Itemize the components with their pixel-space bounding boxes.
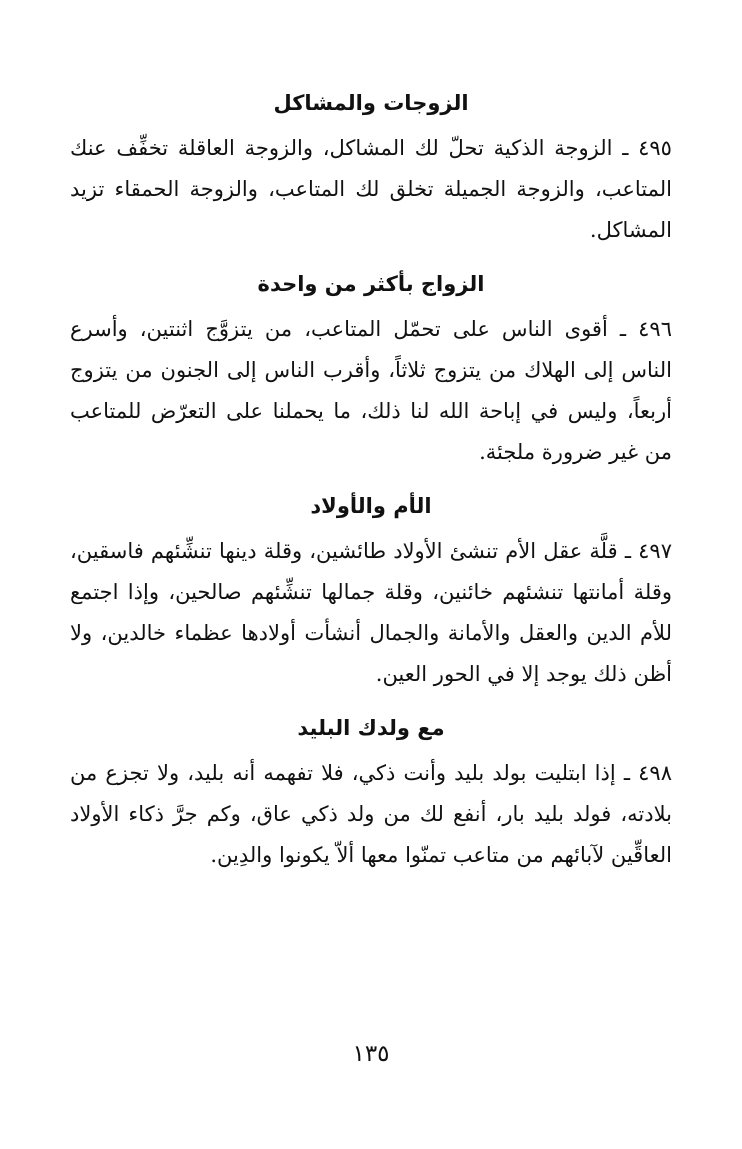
section-paragraph: [70, 753, 672, 876]
section-heading: الأم والأولاد: [310, 494, 432, 518]
section-496: [70, 259, 672, 473]
item-number: ٤٩٨: [638, 761, 672, 785]
section-497: [70, 481, 672, 695]
section-heading: الزواج بأكثر من واحدة: [257, 272, 485, 296]
dash-separator: ـ: [623, 761, 630, 785]
section-paragraph: [70, 531, 672, 695]
item-number: ٤٩٥: [638, 136, 672, 160]
item-number: ٤٩٧: [638, 539, 672, 563]
dash-separator: ـ: [622, 136, 629, 160]
section-495: [70, 78, 672, 251]
section-498: [70, 703, 672, 876]
section-paragraph: [70, 128, 672, 251]
dash-separator: ـ: [624, 539, 631, 563]
item-text: أقوى الناس على تحمّل المتاعب، من يتزوَّج اثنتين، وأسرع الناس إلى الهلاك من يتزوج ثلاثاً، وأقرب الناس إلى الجنون من يتزوج أربعاً، وليس في إباحة الله لنا ذلك، ما يحملنا على التعرّض للمتاعب من غير ضرورة ملجئة.: [70, 317, 672, 464]
item-text: إذا ابتليت بولد بليد وأنت ذكي، فلا تفهمه أنه بليد، ولا تجزع من بلادته، فولد بليد بار، أنفع لك من ولد ذكي عاق، وكم جرَّ ذكاء الأولاد العاقِّين لآبائهم من متاعب تمنّوا معها ألاّ يكونوا والدِين.: [70, 761, 672, 867]
section-heading: مع ولدك البليد: [297, 716, 445, 740]
page-number: ١٣٥: [352, 1041, 390, 1067]
page-content: [70, 78, 672, 884]
item-text: قلَّة عقل الأم تنشئ الأولاد طائشين، وقلة دينها تنشِّئهم فاسقين، وقلة أمانتها تنشئهم خائنين، وقلة جمالها تنشِّئهم صالحين، وإذا اجتمع للأم الدين والعقل والأمانة والجمال أنشأت أولادها عظماء خالدين، ولا أظن ذلك يوجد إلا في الحور العين.: [70, 539, 672, 686]
item-number: ٤٩٦: [638, 317, 672, 341]
item-text: الزوجة الذكية تحلّ لك المشاكل، والزوجة العاقلة تخفِّف عنك المتاعب، والزوجة الجميلة تخلق لك المتاعب، والزوجة الحمقاء تزيد المشاكل.: [70, 136, 672, 242]
section-paragraph: [70, 309, 672, 473]
dash-separator: ـ: [619, 317, 627, 341]
section-heading: الزوجات والمشاكل: [273, 91, 469, 115]
